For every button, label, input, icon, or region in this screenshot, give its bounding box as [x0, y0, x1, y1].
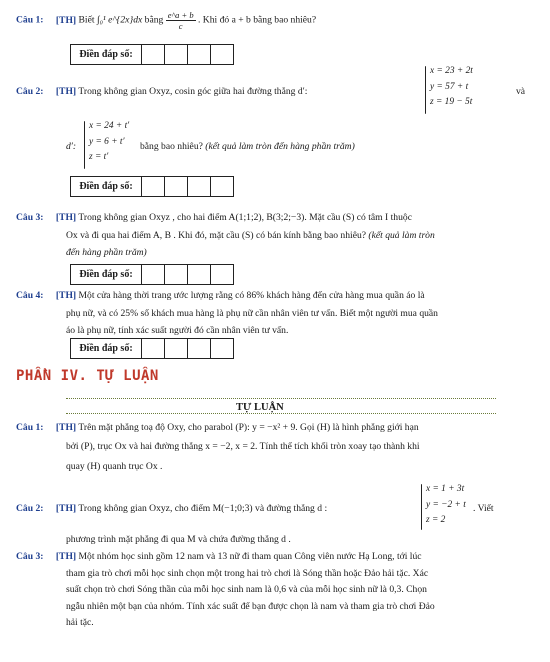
answer-box-q2[interactable]	[70, 176, 234, 197]
answer-cell[interactable]	[211, 177, 233, 196]
answer-label: Điền đáp số:	[71, 45, 142, 64]
question-text: phụ nữ, và có 25% số khách mua hàng là phụ nữ cần nhân viên tư vấn. Biết một người mua quần	[66, 307, 438, 319]
answer-cell[interactable]	[165, 45, 188, 64]
answer-cell[interactable]	[142, 265, 165, 284]
question-text: phương trình mặt phẳng đi qua M và chứa đường thẳng d .	[66, 534, 291, 545]
rounding-note: (kết quả làm tròn	[368, 229, 435, 241]
fraction-denominator: c	[178, 21, 183, 31]
rounding-note: đến hàng phần trăm)	[66, 247, 147, 258]
system-brace	[84, 121, 85, 169]
answer-cell[interactable]	[142, 177, 165, 196]
question-text: Trong không gian Oxyz, cho điểm M(−1;0;3) và đường thẳng d :	[78, 503, 328, 514]
question-text: bằng bao nhiêu?	[140, 141, 203, 152]
question-text: quay (H) quanh trục Ox .	[66, 460, 163, 472]
fraction	[166, 10, 196, 31]
system-brace	[421, 484, 422, 530]
answer-cell[interactable]	[188, 265, 211, 284]
answer-cell[interactable]	[142, 45, 165, 64]
question-number: Câu 1:	[16, 14, 44, 26]
question-2	[16, 83, 416, 101]
answer-label: Điền đáp số:	[71, 177, 142, 196]
answer-cell[interactable]	[165, 177, 188, 196]
question-text: tham gia trò chơi mỗi học sinh chọn một trong hai trò chơi là Sóng thần hoặc Đảo hải tặc. Xác	[66, 567, 429, 579]
divider	[66, 398, 496, 399]
question-number: Câu 1:	[16, 422, 44, 433]
question-number: Câu 2:	[16, 86, 44, 97]
answer-cell[interactable]	[211, 45, 233, 64]
answer-box-q4[interactable]	[70, 338, 234, 359]
system-line: x = 24 + t′	[89, 121, 130, 131]
difficulty-tag: [TH]	[55, 551, 77, 562]
system-line: y = −2 + t	[426, 499, 466, 510]
difficulty-tag: [TH]	[55, 503, 77, 514]
line-system-d	[426, 482, 466, 529]
divider	[66, 413, 496, 414]
essay-question-3	[16, 549, 536, 632]
answer-box-q3[interactable]	[70, 264, 234, 285]
question-3	[16, 209, 536, 262]
question-text: ngẫu nhiên một bạn của nhóm. Tính xác suất để bạn được chọn là nam và tham gia trò chơi Đảo	[66, 600, 435, 612]
question-text: Biết	[78, 14, 95, 26]
question-text: Ox và đi qua hai điểm A, B . Khi đó, mặt cầu (S) có bán kính bằng bao nhiêu?	[66, 229, 367, 241]
question-text: Trong không gian Oxyz , cho hai điểm A(1;1;2), B(3;2;−3). Mặt cầu (S) có tâm I thuộc	[78, 212, 412, 223]
answer-cell[interactable]	[165, 339, 188, 358]
line-label: d′:	[66, 141, 77, 152]
question-text: Một cửa hàng thời trang ước lượng rằng có 86% khách hàng đến cửa hàng mua quần áo là	[78, 290, 425, 301]
question-number: Câu 3:	[16, 551, 44, 562]
system-line: y = 6 + t′	[89, 136, 125, 147]
system-line: z = 2	[426, 515, 446, 525]
question-text: áo là phụ nữ, tính xác suất người đó cần nhân viên tư vấn.	[66, 325, 289, 336]
system-line: x = 1 + 3t	[426, 484, 465, 494]
line-system-1	[430, 64, 473, 111]
essay-header: TỰ LUẬN	[236, 402, 284, 413]
answer-cell[interactable]	[188, 45, 211, 64]
rounding-note: (kết quả làm tròn đến hàng phần trăm)	[205, 141, 355, 152]
integral-expression: ∫₀¹ e^{2x}dx	[96, 14, 143, 26]
section-title: PHẦN IV. TỰ LUẬN	[16, 368, 159, 384]
question-text: và	[516, 86, 526, 97]
answer-cell[interactable]	[165, 265, 188, 284]
question-text: Trên mặt phẳng toạ độ Oxy, cho parabol (P): y = −x² + 9. Gọi (H) là hình phẳng giới hạn	[78, 422, 419, 433]
difficulty-tag: [TH]	[55, 14, 77, 26]
answer-cell[interactable]	[188, 339, 211, 358]
essay-question-1	[16, 419, 536, 477]
system-line: z = 19 − 5t	[430, 97, 473, 107]
system-line: x = 23 + 2t	[430, 66, 473, 76]
difficulty-tag: [TH]	[55, 86, 77, 97]
question-4	[16, 287, 536, 340]
essay-question-2	[16, 500, 426, 518]
question-text: suất chọn trò chơi Sóng thần của mỗi học sinh nam là 0,6 và của mỗi học sinh nữ là 0,3. Chọn	[66, 584, 427, 595]
answer-cell[interactable]	[142, 339, 165, 358]
system-brace	[425, 66, 426, 114]
answer-cell[interactable]	[211, 265, 233, 284]
difficulty-tag: [TH]	[55, 212, 77, 223]
question-text: bởi (P), trục Ox và hai đường thẳng x = −2, x = 2. Tính thể tích khối tròn xoay tạo thành khi	[66, 440, 420, 452]
question-text: Trong không gian Oxyz, cosin góc giữa hai đường thẳng d′:	[78, 86, 308, 97]
answer-label: Điền đáp số:	[71, 339, 142, 358]
question-number: Câu 2:	[16, 503, 44, 514]
system-line: y = 57 + t	[430, 81, 469, 92]
difficulty-tag: [TH]	[55, 290, 77, 301]
question-text: bằng	[144, 14, 164, 26]
fraction-numerator: e^a + b	[167, 10, 194, 20]
question-number: Câu 3:	[16, 212, 44, 223]
answer-cell[interactable]	[188, 177, 211, 196]
question-text: . Khi đó a + b bằng bao nhiêu?	[198, 14, 317, 26]
question-1	[16, 10, 536, 31]
answer-box-q1[interactable]	[70, 44, 234, 65]
line-system-2	[89, 119, 129, 166]
system-line: z = t′	[89, 152, 109, 162]
question-number: Câu 4:	[16, 290, 44, 301]
difficulty-tag: [TH]	[55, 422, 77, 433]
question-text: hải tặc.	[66, 617, 94, 628]
answer-label: Điền đáp số:	[71, 265, 142, 284]
answer-cell[interactable]	[211, 339, 233, 358]
question-text: . Viết	[473, 503, 494, 514]
question-text: Một nhóm học sinh gồm 12 nam và 13 nữ đi tham quan Công viên nước Hạ Long, tới lúc	[78, 551, 422, 562]
question-text	[140, 138, 355, 156]
